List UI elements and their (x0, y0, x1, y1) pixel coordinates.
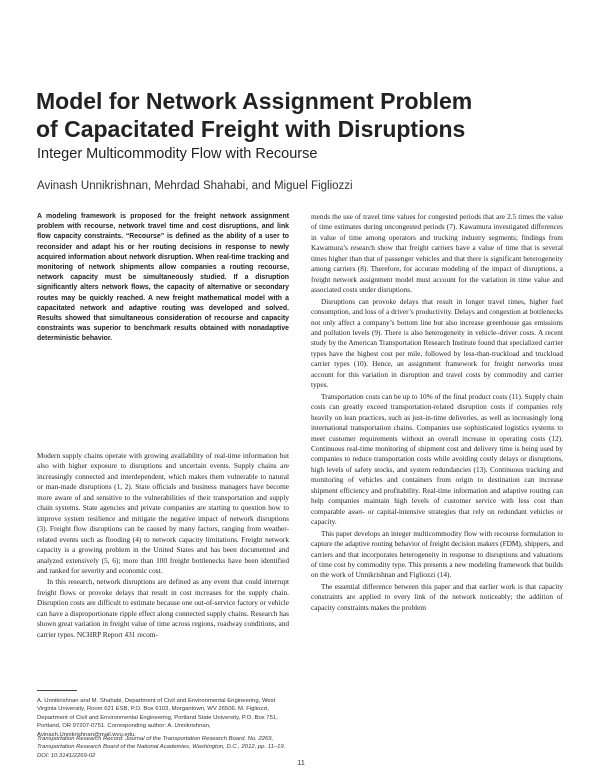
author-affiliations: A. Unnikrishnan and M. Shahabi, Department of Civil and Environmental Engineering, West Virginia University, Room 621 ESB, P.O. Box 6103, Morgantown, WV 26506. M. Figliozzi, Department of Civil and Environmental Engineering, Portland State University, P.O. Box 751, Portland, OR 97207-0751. Corresponding author: A. Unnikrishnan, Avinash.Unnikrishnan@mail.wvu.edu. (37, 698, 278, 738)
title-line-2: of Capacitated Freight with Disruptions (36, 116, 466, 142)
body-paragraph: Modern supply chains operate with growing availability of real-time information but also with higher exposure to disruptions and uncertain events. Supply chains are increasingly connected and interdependent, which makes them vulnerable to natural or man-made disruptions (1, 2). State officials and business managers have become more aware of and sensitive to the vulnerabilities of their transportation and supply chain systems. State agencies and private companies are starting to question how to improve system resilience and mitigate the negative impact of network disruptions (3). Freight flow disruptions can be caused by many factors, ranging from weather-related events such as flooding (4) to network capacity limitations. Freight network capacity is a growing problem in the United States and has been documented and analyzed extensively (5, 6); more than 100 freight bottlenecks have been identified and ranked for severity and economic cost. (37, 451, 289, 575)
body-paragraph: This paper develops an integer multicommodity flow with recourse formulation to capture the adaptive routing behavior of freight decision makers (FDM), shippers, and carriers and that incorporates heterogeneity in response to disruptions and valuations of time cost by commodity type. This presents a new modeling framework that builds on the work of Unnikrishnan and Figliozzi (14). (311, 528, 563, 580)
title-line-1: Model for Network Assignment Problem (36, 88, 473, 114)
body-column-right (311, 212, 563, 613)
journal-citation: Transportation Research Record: Journal of the Transportation Research Board, No. 2269, Transportation Research Board of the National Academies, Washington, D.C., 2012, pp. 11–19. DOI: 10.3141/2269-02 (37, 736, 286, 759)
body-paragraph: The essential difference between this paper and that earlier work is that capacity constraints are applied to every link of the network noticeably; the addition of capacity constraints makes the problem (311, 581, 563, 612)
body-paragraph: In this research, network disruptions are defined as any event that could interrupt freight flows or provoke delays that result in cost increases for the supply chain. Disruption costs are difficult to estimate because one out-of-service factory or vehicle can have a disproportionate ripple effect along connected supply chains. Research has shown great variation in freight value of time across regions, roadway conditions, and carrier types. NCHRP Report 431 recom- (37, 577, 289, 639)
paper-subtitle: Integer Multicommodity Flow with Recourse (37, 146, 318, 162)
abstract: A modeling framework is proposed for the freight network assignment problem with recourse, network travel time and cost disruptions, and link flow capacity constraints. “Recourse” is defined as the ability of a user to reconsider and adapt his or her routing decisions in response to newly acquired information about network disruption. When real-time tracking and monitoring of network shipments allow companies a routing recourse, network capacity must be simultaneously studied. If a disruption significantly alters network flows, the capacity of alternative or secondary routes may be quickly reached. A new freight mathematical model with a capacitated network and adaptive routing was developed and solved. Results showed that simultaneous consideration of recourse and capacity constraints was superior to benchmark results obtained with nonadaptive deterministic behavior. (37, 213, 289, 343)
body-paragraph: mends the use of travel time values for congested periods that are 2.5 times the value of time estimates during uncongested periods (7). Kawamura investigated differences in value of time among operators and trucking industry segments; findings from Kawamura’s research show that freight carriers have a value of time that is several times higher than that of passenger vehicles and that there is significant heterogeneity among carriers (8). Therefore, for accurate modeling of the impact of disruptions, a freight network assignment model must account for the variation in time value and associated costs under disruptions. (311, 212, 563, 295)
paper-title (36, 87, 566, 143)
body-paragraph: Transportation costs can be up to 10% of the final product costs (11). Supply chain costs can greatly exceed transportation-related disruption costs if companies rely heavily on lean practices, such as just-in-time deliveries, as well as increasingly long international transportation chains. Companies use sophisticated logistics systems to meet customer requirements without an overall increase in operating costs (12). Continuous real-time monitoring of shipment cost and delivery time is being used by companies to reduce transportation costs while avoiding costly delays or disruptions, high levels of safety stocks, and system redundancies (13). Continuous tracking and monitoring of vehicles and containers from origin to destination can increase shipment efficiency and profitability. Real-time information and adaptive routing can help companies maintain high levels of customer service with less cost than comparable asset- or capital-intensive strategies that rely on redundant vehicles or capacity. (311, 391, 563, 527)
page-number: 11 (297, 758, 305, 767)
body-paragraph: Disruptions can provoke delays that result in longer travel times, higher fuel consumption, and loss of a driver’s productivity. Delays and congestion at bottlenecks not only affect a company’s bottom line but also increase greenhouse gas emissions and pollution levels (9). There is also heterogeneity in vehicle–driver costs. A recent study by the American Transportation Research Institute found that specialized carrier types have the highest cost per mile, followed by less-than-truckload and truckload carrier types (10). Hence, an assignment framework for freight networks must account for this variation in disruption and travel costs by commodity and carrier types. (311, 296, 563, 390)
footnote-divider (37, 690, 77, 691)
body-column-left (37, 451, 289, 640)
author-list: Avinash Unnikrishnan, Mehrdad Shahabi, and Miguel Figliozzi (37, 180, 353, 192)
